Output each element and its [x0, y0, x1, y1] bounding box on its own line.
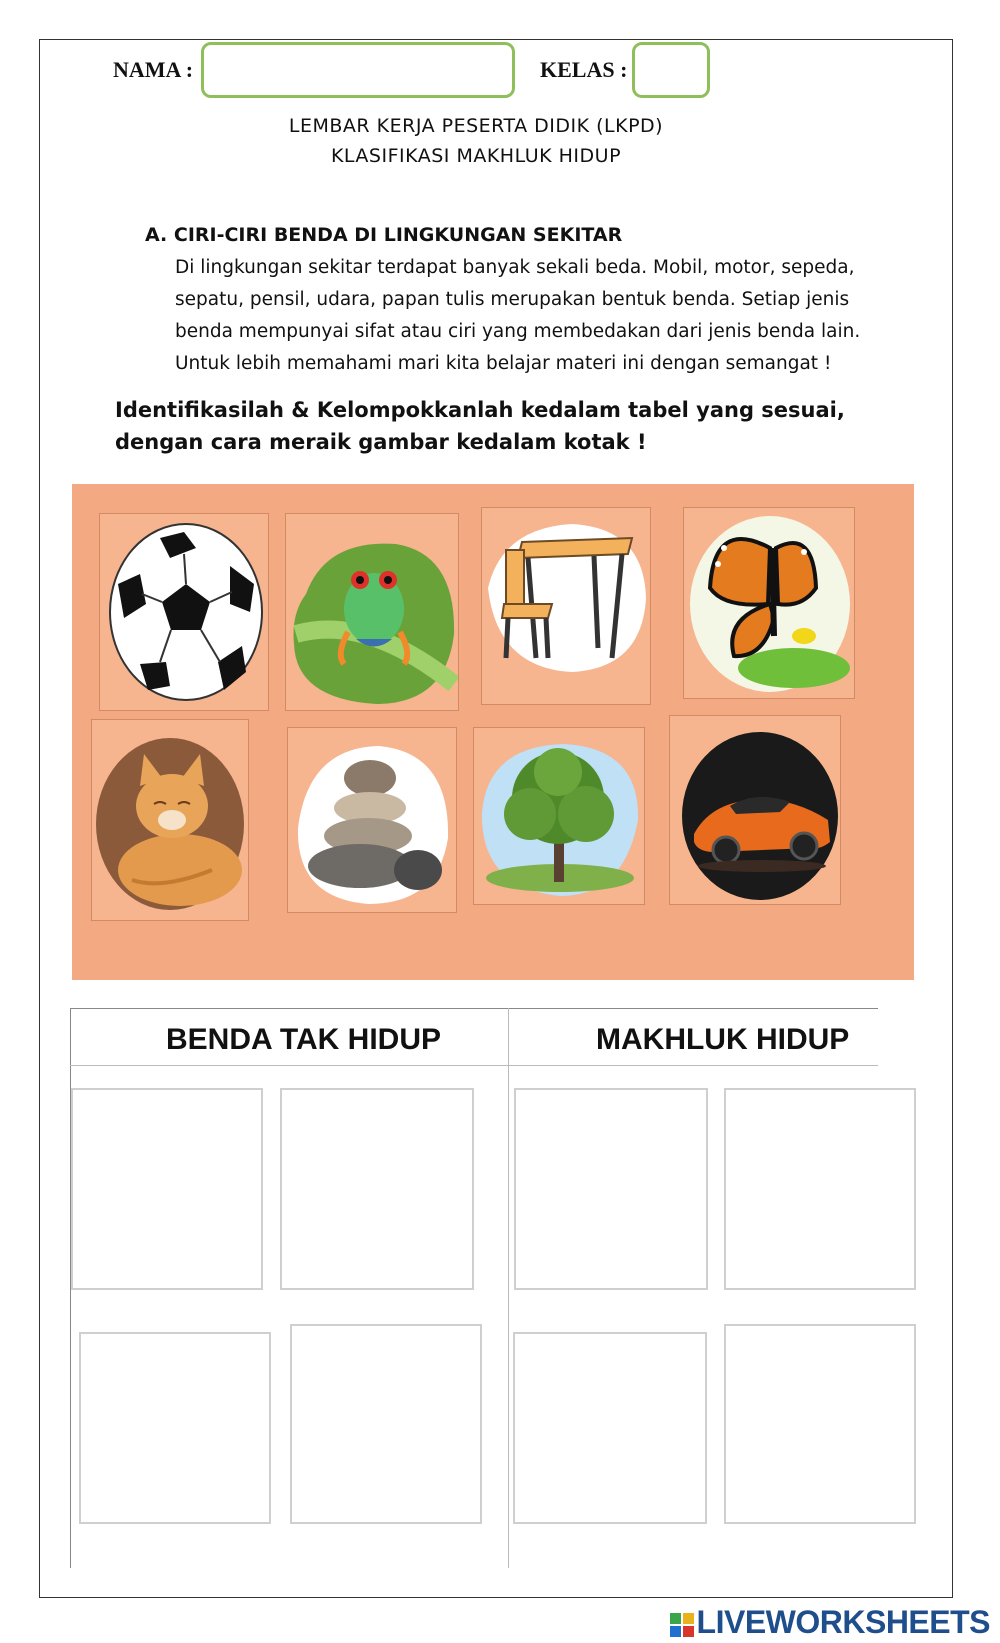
draggable-card-stacked-stones[interactable] — [288, 728, 456, 912]
section-heading: A. CIRI-CIRI BENDA DI LINGKUNGAN SEKITAR — [145, 224, 623, 246]
frog-icon — [286, 514, 458, 710]
column-header-non-living: BENDA TAK HIDUP — [166, 1023, 441, 1056]
draggable-card-butterfly[interactable] — [684, 508, 854, 698]
soccer-ball-icon — [100, 514, 268, 710]
brand-text: LIVEWORKSHEETS — [696, 1604, 990, 1640]
drop-zone-living-1[interactable] — [514, 1088, 708, 1290]
draggable-card-cat[interactable] — [92, 720, 248, 920]
draggable-card-soccer-ball[interactable] — [100, 514, 268, 710]
name-label: NAMA : — [113, 57, 194, 82]
table-divider — [508, 1008, 509, 1568]
table-top-border — [70, 1008, 878, 1009]
drop-zone-non-living-2[interactable] — [280, 1088, 474, 1290]
butterfly-icon — [684, 508, 854, 698]
column-header-living: MAKHLUK HIDUP — [596, 1023, 850, 1056]
draggable-card-frog[interactable] — [286, 514, 458, 710]
sports-car-icon — [670, 716, 840, 904]
drop-zone-non-living-4[interactable] — [290, 1324, 482, 1524]
drop-zone-non-living-3[interactable] — [79, 1332, 271, 1524]
worksheet-subtitle: KLASIFIKASI MAKHLUK HIDUP — [330, 145, 622, 167]
class-field[interactable] — [632, 42, 710, 98]
draggable-card-school-desk[interactable] — [482, 508, 650, 704]
drop-zone-living-4[interactable] — [724, 1324, 916, 1524]
table-header-border — [70, 1065, 878, 1066]
worksheet-title: LEMBAR KERJA PESERTA DIDIK (LKPD) — [288, 115, 664, 137]
image-tray — [72, 484, 914, 980]
cat-icon — [92, 720, 248, 920]
liveworksheets-logo — [669, 1604, 990, 1641]
tree-icon — [474, 728, 644, 904]
name-field[interactable] — [201, 42, 515, 98]
instruction-text: Identifikasilah & Kelompokkanlah kedalam tabel yang sesuai, dengan cara meraik gambar kedalam kotak ! — [115, 398, 845, 454]
draggable-card-sports-car[interactable] — [670, 716, 840, 904]
drop-zone-living-3[interactable] — [513, 1332, 707, 1524]
section-paragraph: Di lingkungan sekitar terdapat banyak sekali beda. Mobil, motor, sepeda, sepatu, pensil, udara, papan tulis merupakan bentuk benda. Setiap jenis benda mempunyai sifat atau ciri yang membedakan dari jenis benda lain. Untuk lebih memahami mari kita belajar materi ini dengan semangat ! — [175, 257, 861, 374]
stacked-stones-icon — [288, 728, 456, 912]
school-desk-icon — [482, 508, 650, 704]
class-label: KELAS : — [540, 57, 628, 82]
liveworksheets-logo-icon — [669, 1612, 695, 1638]
drop-zone-living-2[interactable] — [724, 1088, 916, 1290]
draggable-card-tree[interactable] — [474, 728, 644, 904]
drop-zone-non-living-1[interactable] — [71, 1088, 263, 1290]
